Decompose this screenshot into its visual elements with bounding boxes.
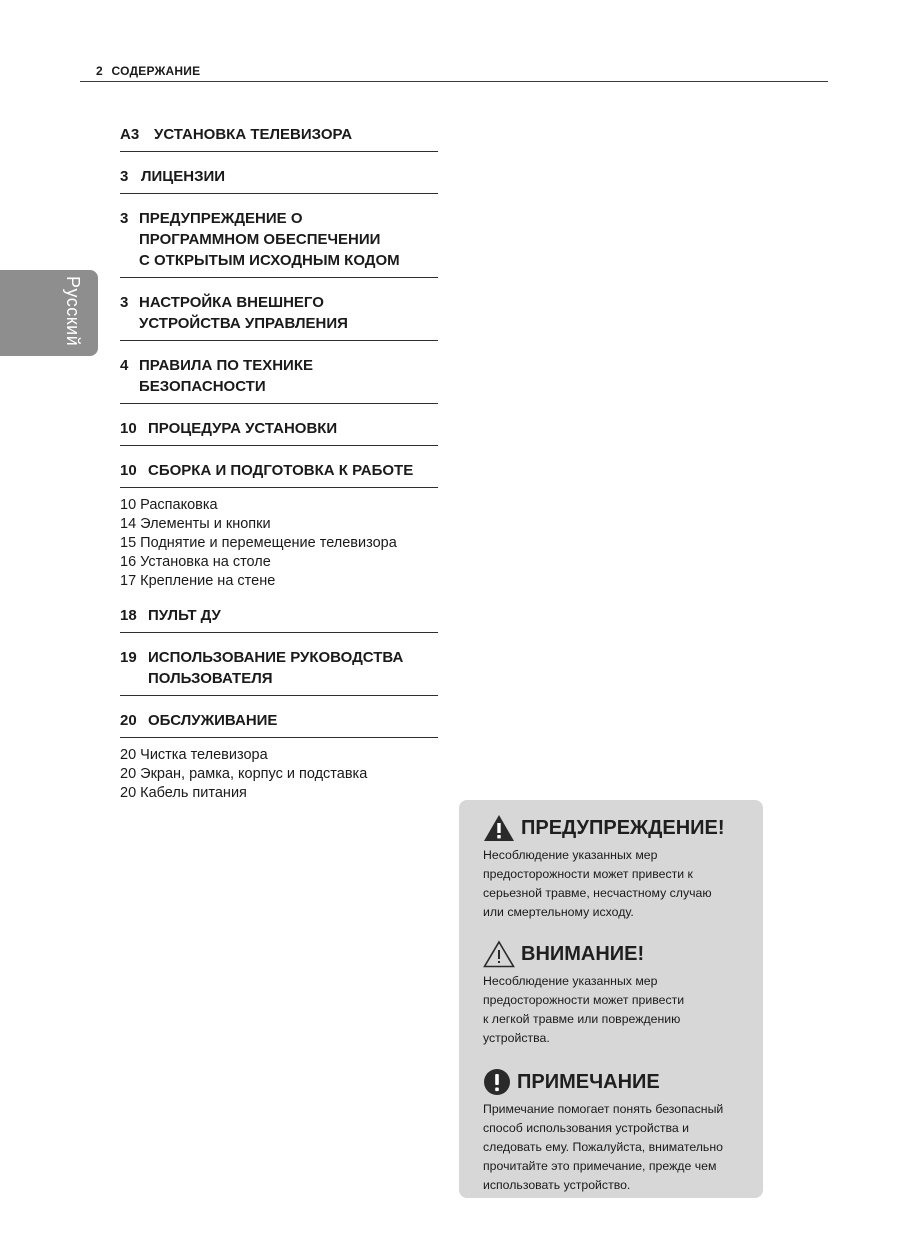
note-line: использовать устройство. [483,1178,631,1192]
toc-section [120,414,438,446]
warning-heading [483,814,755,842]
notice-box [459,800,763,1198]
toc-subsection-list [120,746,438,803]
caution-line: к легкой травме или повреждению [483,1012,681,1026]
toc-subitem: 20 Кабель питания [120,785,247,801]
toc-subitem: 20 Чистка телевизора [120,747,268,763]
toc-page-number: 3 [120,294,129,311]
toc-title: ПРОЦЕДУРА УСТАНОВКИ [148,420,338,437]
warning-line: Несоблюдение указанных мер [483,848,658,862]
note-block [483,1068,755,1195]
toc-title-line: НАСТРОЙКА ВНЕШНЕГО [139,294,324,311]
toc-page-number: 4 [120,357,129,374]
toc-title-line: БЕЗОПАСНОСТИ [139,378,266,395]
caution-heading [483,940,755,968]
toc-page-number: 3 [120,210,129,227]
toc-page-number: 18 [120,607,137,624]
toc-title-line: ПРАВИЛА ПО ТЕХНИКЕ [139,357,314,374]
toc-title-line: С ОТКРЫТЫМ ИСХОДНЫМ КОДОМ [139,252,400,269]
note-exclamation-circle-icon [483,1068,511,1096]
toc-title-line: ПРЕДУПРЕЖДЕНИЕ О [139,210,303,227]
toc-section [120,706,438,738]
toc-title [148,647,438,689]
toc-title-line: ПРОГРАММНОМ ОБЕСПЕЧЕНИИ [139,231,381,248]
language-label: Русский [63,276,83,347]
toc-subitem: 15 Поднятие и перемещение телевизора [120,535,397,551]
toc-subitem: 20 Экран, рамка, корпус и подставка [120,766,368,782]
toc-title: СБОРКА И ПОДГОТОВКА К РАБОТЕ [148,462,414,479]
header-title: СОДЕРЖАНИЕ [111,64,201,78]
warning-line: или смертельному исходу. [483,905,634,919]
note-line: способ использования устройства и [483,1121,690,1135]
caution-line: устройства. [483,1031,550,1045]
toc-page-number: 20 [120,712,137,729]
caution-block [483,940,755,1048]
note-heading [483,1068,755,1096]
language-side-tab [0,270,98,356]
toc-page-number: 10 [120,462,137,479]
toc-section [120,456,438,488]
table-of-contents [120,120,438,813]
toc-subitem: 17 Крепление на стене [120,573,276,589]
caution-line: Несоблюдение указанных мер [483,974,658,988]
toc-section [120,162,438,194]
toc-page-number: 3 [120,168,129,185]
warning-text [483,846,755,922]
toc-section [120,351,438,404]
warning-block [483,814,755,922]
toc-section [120,288,438,341]
toc-title [139,355,438,397]
toc-section [120,601,438,633]
caution-text [483,972,755,1048]
toc-section [120,643,438,696]
toc-title: ОБСЛУЖИВАНИЕ [148,712,278,729]
toc-subsection-list [120,496,438,591]
toc-subitem: 16 Установка на столе [120,554,271,570]
note-title: ПРИМЕЧАНИЕ [517,1070,660,1093]
caution-outline-triangle-icon [483,940,515,968]
note-line: прочитайте это примечание, прежде чем [483,1159,717,1173]
toc-title: ПУЛЬТ ДУ [148,607,221,624]
toc-page-number: 19 [120,649,137,666]
warning-title: ПРЕДУПРЕЖДЕНИЕ! [521,816,725,839]
toc-subitem: 14 Элементы и кнопки [120,516,271,532]
toc-page-number: 10 [120,420,137,437]
warning-filled-triangle-icon [483,814,515,842]
toc-title: УСТАНОВКА ТЕЛЕВИЗОРА [154,126,353,143]
toc-section [120,120,438,152]
warning-line: серьезной травме, несчастному случаю [483,886,712,900]
toc-subitem: 10 Распаковка [120,497,218,513]
caution-line: предосторожности может привести [483,993,685,1007]
toc-page-number: A3 [120,126,140,143]
toc-title [139,292,438,334]
toc-section [120,204,438,278]
caution-title: ВНИМАНИЕ! [521,942,645,965]
toc-title-line: УСТРОЙСТВА УПРАВЛЕНИЯ [139,315,348,332]
toc-title-line: ИСПОЛЬЗОВАНИЕ РУКОВОДСТВА [148,649,404,666]
note-line: Примечание помогает понять безопасный [483,1102,724,1116]
page-header [80,64,828,82]
toc-title-line: ПОЛЬЗОВАТЕЛЯ [148,670,273,687]
note-text [483,1100,755,1195]
warning-line: предосторожности может привести к [483,867,693,881]
toc-title: ЛИЦЕНЗИИ [141,168,226,185]
toc-title [139,208,438,271]
page-number: 2 [96,64,103,78]
note-line: следовать ему. Пожалуйста, внимательно [483,1140,723,1154]
